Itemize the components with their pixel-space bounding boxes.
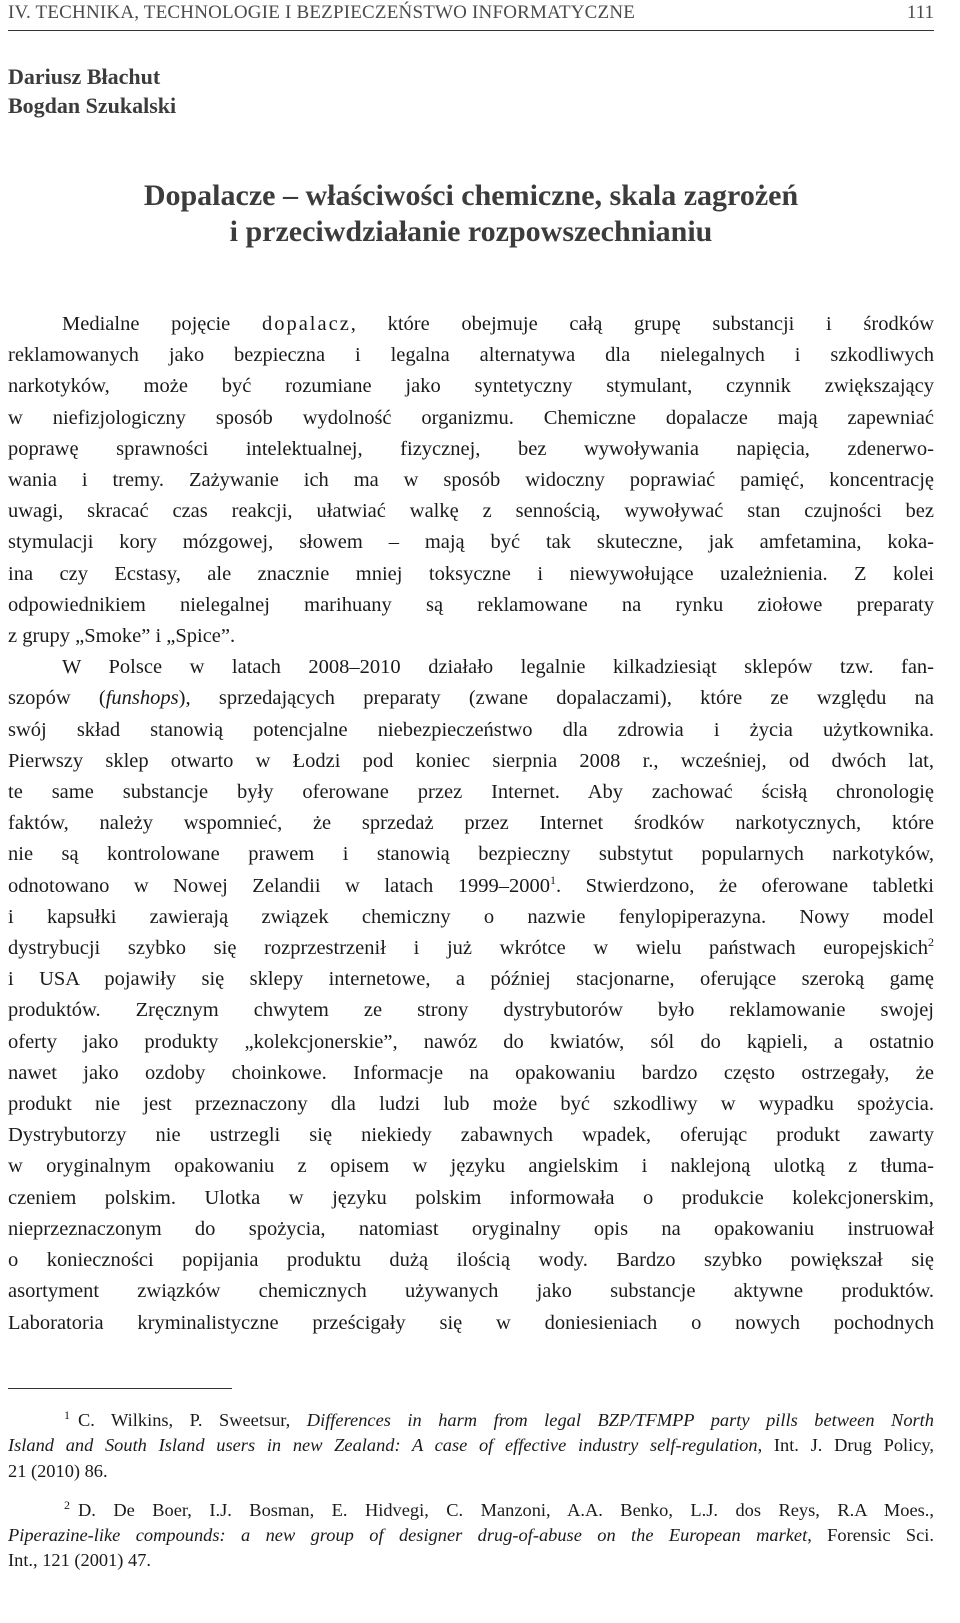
text-line: czeniem polskim. Ulotka w języku polskim informowała o produkcie kolekcjonerskim, [8, 1186, 934, 1209]
text-line: nieprzeznaczonym do spożycia, natomiast oryginalny opis na opakowaniu instruował [8, 1217, 934, 1240]
text-line: Pierwszy sklep otwarto w Łodzi pod koniec sierpnia 2008 r., wcześniej, od dwóch lat, [8, 749, 934, 772]
footnote-marker: 2 [64, 1497, 70, 1512]
text-line: odnotowano w Nowej Zelandii w latach 1999–2000$^1$. Stwierdzono, że oferowane tabletki [8, 872, 935, 897]
text-line: nie są kontrolowane prawem i stanowią bezpieczny substytut popularnych narkotyków, [8, 843, 934, 866]
footnote-marker: 1 [64, 1407, 70, 1422]
text-line: w niefizjologiczny sposób wydolność organizmu. Chemiczne dopalacze mają zapewniać [8, 406, 934, 429]
text-line: w oryginalnym opakowaniu z opisem w języku angielskim i naklejoną ulotką z tłuma- [8, 1155, 934, 1178]
text-line: oferty jako produkty „kolekcjonerskie”, nawóz do kwiatów, sól do kąpieli, a ostatnio [8, 1030, 934, 1053]
footnote-rule [8, 1388, 232, 1389]
text-line: z grupy „Smoke” i „Spice”. [8, 625, 236, 648]
text-line: asortyment związków chemicznych używanych jako substancje aktywne produktów. [8, 1280, 934, 1303]
footnote-line: $^1$ C. Wilkins, P. Sweetsur, Differences in harm from legal BZP/TFMPP party pills between North [64, 1407, 934, 1430]
text-line: stymulacji kory mózgowej, słowem – mają być tak skuteczne, jak amfetamina, koka- [8, 531, 934, 554]
text-line: szopów (funshops), sprzedających preparaty (zwane dopalaczami), które ze względu na [8, 687, 934, 710]
text-line: ina czy Ecstasy, ale znacznie mniej toksyczne i niewywołujące uzależnienia. Z kolei [8, 562, 934, 585]
page-number: 111 [906, 2, 934, 23]
text-line: te same substancje były oferowane przez Internet. Aby zachować ścisłą chronologię [8, 781, 934, 804]
header-rule [8, 30, 934, 31]
article-body [8, 309, 934, 1339]
text-line: o konieczności popijania produktu dużą ilością wody. Bardzo szybko powiększał się [8, 1249, 934, 1272]
footnote-line: $^2$ D. De Boer, I.J. Bosman, E. Hidvegi, C. Manzoni, A.A. Benko, L.J. dos Reys, R.A Moes., [64, 1497, 934, 1520]
text-line: Medialne pojęcie dopalacz, które obejmuje całą grupę substancji i środków [62, 313, 934, 335]
title-line: Dopalacze – właściwości chemiczne, skala zagrożeń [143, 179, 799, 212]
running-head-title: IV. TECHNIKA, TECHNOLOGIE I BEZPIECZEŃSTWO INFORMATYCZNE [8, 2, 636, 23]
text-line: dystrybucji szybko się rozprzestrzenił i już wkrótce w wielu państwach europejskich$^2$ [8, 935, 934, 960]
footnotes [8, 1408, 934, 1588]
footnote-ref[interactable]: 1 [550, 872, 557, 887]
text-line: reklamowanych jako bezpieczna i legalna alternatywa dla nielegalnych i szkodliwych [8, 344, 934, 367]
text-line: i kapsułki zawierają związek chemiczny o nazwie fenylopiperazyna. Nowy model [8, 905, 934, 928]
text-line: i USA pojawiły się sklepy internetowe, a później stacjonarne, oferujące szeroką gamę [8, 968, 934, 991]
author-name: Dariusz Błachut [8, 64, 161, 89]
footnote-ref[interactable]: 2 [928, 935, 934, 950]
footnote-line: 21 (2010) 86. [8, 1460, 108, 1481]
running-head [8, 2, 934, 24]
text-line: Laboratoria kryminalistyczne prześcigały się w doniesieniach o nowych pochodnych [8, 1311, 934, 1334]
footnote-2 [8, 1498, 934, 1574]
text-line: uwagi, skracać czas reakcji, ułatwiać walkę z sennością, wywoływać stan czujności bez [8, 500, 934, 523]
title-line: i przeciwdziałanie rozpowszechnianiu [229, 215, 713, 248]
text-line: swój skład stanowią potencjalne niebezpieczeństwo dla zdrowia i życia użytkownika. [8, 718, 934, 741]
text-line: faktów, należy wspomnieć, że sprzedaż przez Internet środków narkotycznych, które [8, 812, 934, 835]
text-line: produktów. Zręcznym chwytem ze strony dystrybutorów było reklamowanie swojej [8, 999, 934, 1022]
text-line: narkotyków, może być rozumiane jako syntetyczny stymulant, czynnik zwiększający [8, 375, 934, 398]
term-dopalacz: dopalacz [261, 313, 351, 335]
text-line: Dystrybutorzy nie ustrzegli się niekiedy zabawnych wpadek, oferując produkt zawarty [8, 1124, 934, 1147]
footnote-1 [8, 1408, 934, 1484]
author-name: Bogdan Szukalski [8, 93, 177, 118]
text-line: odpowiednikiem nielegalnej marihuany są reklamowane na rynku ziołowe preparaty [8, 593, 934, 616]
text-line: poprawę sprawności intelektualnej, fizycznej, bez wywoływania napięcia, zdenerwo- [8, 437, 934, 460]
article-title [8, 178, 934, 250]
text-line: nawet jako ozdoby choinkowe. Informacje na opakowaniu bardzo często ostrzegały, że [8, 1061, 934, 1084]
text-line: W Polsce w latach 2008–2010 działało legalnie kilkadziesiąt sklepów tzw. fan- [62, 656, 934, 679]
footnote-line: Island and South Island users in new Zealand: A case of effective industry self-regulation, Int. J. Drug Policy, [8, 1435, 934, 1456]
text-line: wania i tremy. Zażywanie ich ma w sposób widoczny poprawiać pamięć, koncentrację [8, 469, 934, 492]
footnote-line: Piperazine-like compounds: a new group of designer drug-of-abuse on the European market, Forensic Sci. [8, 1525, 934, 1546]
author-list [8, 62, 176, 120]
text-line: produkt nie jest przeznaczony dla ludzi lub może być szkodliwy w wypadku spożycia. [8, 1093, 934, 1116]
footnote-line: Int., 121 (2001) 47. [8, 1550, 152, 1571]
term-funshops: funshops [105, 687, 179, 710]
